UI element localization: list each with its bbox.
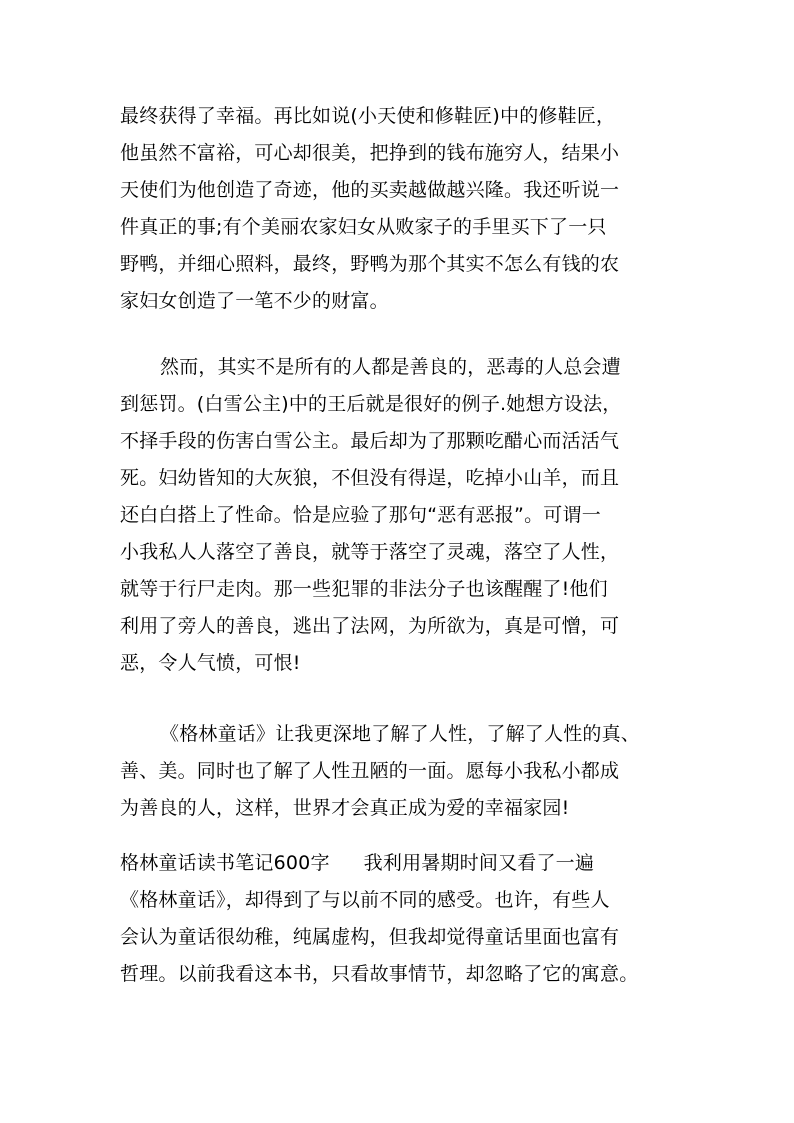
text-line: 不择手段的伤害白雪公主。最后却为了那颗吃醋心而活活气 xyxy=(120,430,620,452)
text-line: 家妇女创造了一笔不少的财富。 xyxy=(120,290,389,312)
text-line: 哲理。以前我看这本书，只看故事情节，却忽略了它的寓意。 xyxy=(120,963,639,985)
text-line: 件真正的事;有个美丽农家妇女从败家子的手里买下了一只 xyxy=(120,216,607,238)
text-line: 善、美。同时也了解了人性丑陋的一面。愿每小我私小都成 xyxy=(120,760,620,782)
text-line: 恶，令人气愤，可恨! xyxy=(120,652,301,674)
text-line: 利用了旁人的善良，逃出了法网，为所欲为，真是可憎，可 xyxy=(120,615,620,637)
text-line: 最终获得了幸福。再比如说(小天使和修鞋匠)中的修鞋匠， xyxy=(120,105,616,127)
paragraph-start-line: 然而，其实不是所有的人都是善良的，恶毒的人总会遭 xyxy=(160,356,621,378)
text-line: 《格林童话》，却得到了与以前不同的感受。也许，有些人 xyxy=(120,889,610,911)
section-heading-line xyxy=(120,851,594,875)
text-line: 会认为童话很幼稚，纯属虚构，但我却觉得童话里面也富有 xyxy=(120,926,620,948)
text-line: 还白白搭上了性命。恰是应验了那句“恶有恶报”。可谓一 xyxy=(120,504,601,526)
text-line: 他虽然不富裕，可心却很美，把挣到的钱布施穷人，结果小 xyxy=(120,142,620,164)
paragraph-start-line: 《格林童话》让我更深地了解了人性，了解了人性的真、 xyxy=(160,723,641,745)
text-line: 天使们为他创造了奇迹，他的买卖越做越兴隆。我还听说一 xyxy=(120,179,620,201)
text-line: 到惩罚。(白雪公主)中的王后就是很好的例子.她想方设法， xyxy=(120,393,622,415)
heading-continuation-text: 我利用暑期时间又看了一遍 xyxy=(363,852,595,874)
text-line: 为善良的人，这样，世界才会真正成为爱的幸福家园! xyxy=(120,797,570,819)
section-heading: 格林童话读书笔记600字 xyxy=(120,852,330,874)
text-line: 小我私人人落空了善良，就等于落空了灵魂，落空了人性， xyxy=(120,541,620,563)
text-line: 死。妇幼皆知的大灰狼，不但没有得逞，吃掉小山羊，而且 xyxy=(120,467,620,489)
text-line: 野鸭，并细心照料，最终，野鸭为那个其实不怎么有钱的农 xyxy=(120,253,620,275)
text-line: 就等于行尸走肉。那一些犯罪的非法分子也该醒醒了!他们 xyxy=(120,578,608,600)
